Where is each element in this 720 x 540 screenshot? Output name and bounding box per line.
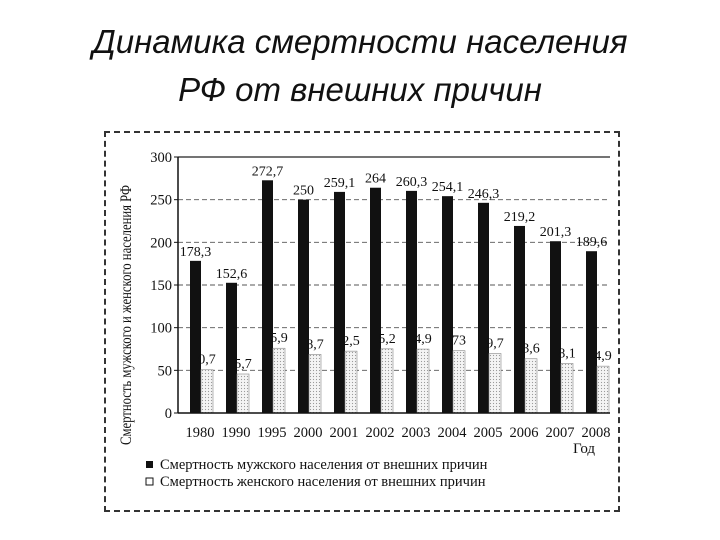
data-label-male: 259,1	[323, 175, 356, 191]
bar-female	[489, 354, 501, 413]
data-label-female: 9,7	[486, 336, 504, 352]
bar-female	[237, 374, 249, 413]
x-tick-label: 2002	[365, 425, 395, 441]
bar-female	[381, 349, 393, 413]
bar-female	[597, 366, 609, 413]
x-tick-label: 2003	[401, 425, 431, 441]
y-axis-label: Смертность мужского и женского населения РФ	[118, 127, 135, 445]
bar-female	[309, 354, 321, 413]
data-label-male: 189,6	[575, 235, 608, 251]
data-label-male: 201,3	[539, 225, 572, 241]
x-tick-label: 1990	[221, 425, 251, 441]
data-label-female: 5,9	[270, 331, 288, 347]
data-label-female: 4,9	[594, 349, 612, 365]
x-tick-label: 1995	[257, 425, 287, 441]
x-axis-label: Год	[573, 441, 596, 457]
bar-male	[190, 261, 201, 413]
legend-swatch-male	[146, 461, 153, 468]
bar-male	[550, 241, 561, 413]
data-label-male: 246,3	[467, 186, 500, 202]
data-label-female: 2,5	[342, 334, 360, 350]
y-tick-label: 100	[150, 320, 172, 337]
data-label-female: 5,7	[234, 357, 252, 373]
bar-male	[226, 283, 237, 413]
data-label-female: 4,9	[414, 332, 432, 348]
x-tick-label: 2000	[293, 425, 323, 441]
data-label-male: 178,3	[179, 244, 212, 260]
bar-female	[345, 351, 357, 413]
data-label-female: 8,1	[558, 346, 576, 362]
bar-male	[262, 180, 273, 413]
bar-male	[514, 226, 525, 413]
bar-female	[453, 351, 465, 413]
data-label-male: 152,6	[215, 266, 248, 282]
data-label-female: 3,6	[522, 341, 540, 357]
y-tick-label: 250	[150, 192, 172, 209]
data-label-female: 8,7	[306, 337, 324, 353]
data-label-male: 260,3	[395, 174, 428, 190]
bars	[190, 180, 609, 413]
bar-male	[334, 192, 345, 413]
data-label-male: 254,1	[431, 180, 464, 196]
bar-female	[273, 348, 285, 413]
y-tick-label: 150	[150, 278, 172, 294]
data-label-female: 0,7	[198, 352, 216, 368]
x-tick-label: 2008	[581, 425, 611, 441]
bar-male	[406, 191, 417, 413]
bar-male	[370, 188, 381, 413]
bar-male	[478, 203, 489, 413]
x-tick-label: 1980	[185, 425, 215, 441]
data-label-female: 5,2	[378, 331, 396, 347]
legend-label-male: Смертность мужского населения от внешних причин	[160, 457, 488, 473]
y-tick-label: 0	[164, 406, 172, 422]
bar-male	[442, 196, 453, 413]
legend-swatch-female	[146, 478, 153, 485]
slide-title-line-1: Динамика смертности населения	[92, 23, 628, 60]
x-tick-label: 2006	[509, 425, 539, 441]
x-tick-label: 2005	[473, 425, 503, 441]
bar-male	[586, 251, 597, 413]
y-tick-label: 300	[150, 150, 172, 166]
data-label-male: 219,2	[503, 209, 536, 225]
y-tick-label: 200	[150, 235, 172, 252]
bar-female	[525, 359, 537, 413]
y-tick-label: 50	[157, 363, 172, 380]
bar-female	[417, 349, 429, 413]
slide-title-line-2: РФ от внешних причин	[178, 71, 542, 108]
bar-female	[201, 370, 213, 413]
x-tick-label: 2004	[437, 425, 467, 441]
bar-female	[561, 363, 573, 413]
legend-label-female: Смертность женского населения от внешних причин	[160, 474, 486, 490]
data-label-male: 272,7	[251, 164, 284, 180]
legend	[146, 457, 488, 490]
bar-male	[298, 200, 309, 413]
x-tick-label: 2007	[545, 425, 575, 441]
data-label-female: 73	[452, 333, 466, 349]
x-tick-label: 2001	[329, 425, 359, 441]
data-label-male: 250	[293, 183, 314, 199]
data-label-male: 264	[365, 171, 386, 187]
data-labels	[180, 164, 612, 372]
